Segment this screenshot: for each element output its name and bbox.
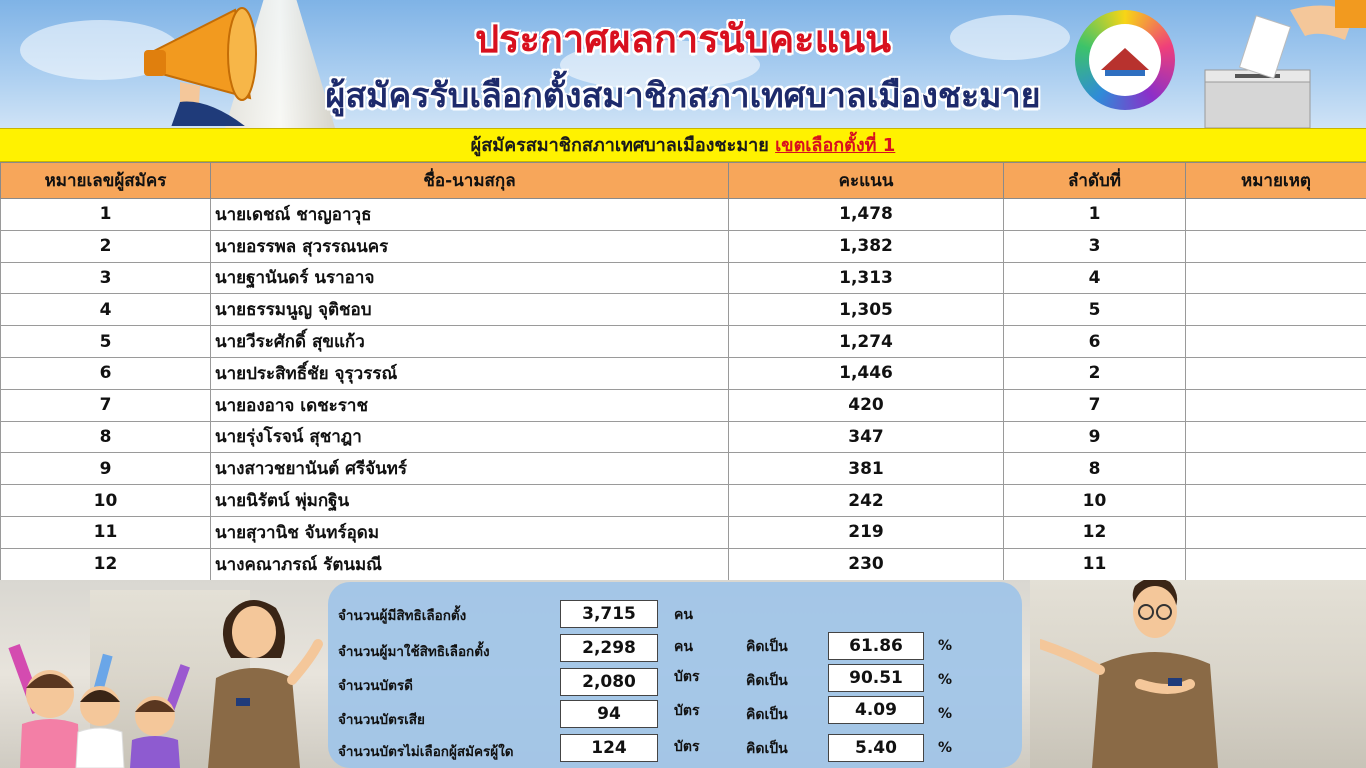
table-row	[1, 516, 1366, 548]
stat-pct-label-good-ballots: คิดเป็น	[746, 673, 788, 689]
page-title: ประกาศผลการนับคะแนน	[474, 17, 892, 61]
caption-prefix: ผู้สมัครสมาชิกสภาเทศบาลเมืองชะมาย	[470, 135, 769, 156]
results-table	[0, 162, 1366, 581]
stat-unit-eligible: คน	[674, 607, 693, 623]
candidate-votes: 381	[729, 453, 1004, 485]
stat-pct-label-bad-ballots: คิดเป็น	[746, 707, 788, 723]
column-header-number: หมายเลขผู้สมัคร	[1, 163, 211, 199]
candidate-number: 1	[1, 199, 211, 231]
candidate-rank: 6	[1004, 326, 1186, 358]
caption-zone: เขตเลือกตั้งที่ 1	[775, 135, 896, 156]
candidate-votes: 242	[729, 485, 1004, 517]
stat-pct-no-vote-ballots: 5.40	[828, 734, 924, 762]
female-official-illustration	[196, 588, 326, 768]
candidate-note	[1186, 262, 1366, 294]
candidate-rank: 9	[1004, 421, 1186, 453]
candidate-number: 9	[1, 453, 211, 485]
ballot-box-icon	[1195, 0, 1366, 128]
candidate-number: 4	[1, 294, 211, 326]
candidate-number: 6	[1, 357, 211, 389]
candidate-note	[1186, 485, 1366, 517]
column-header-rank: ลำดับที่	[1004, 163, 1186, 199]
candidate-rank: 3	[1004, 230, 1186, 262]
candidate-rank: 4	[1004, 262, 1186, 294]
candidate-rank: 12	[1004, 516, 1186, 548]
stat-unit-bad-ballots: บัตร	[674, 703, 700, 719]
table-row	[1, 548, 1366, 580]
candidate-name: นายประสิทธิ์ชัย จุรุวรรณ์	[211, 357, 729, 389]
candidate-votes: 420	[729, 389, 1004, 421]
cheering-kids-illustration	[0, 624, 200, 768]
table-row	[1, 326, 1366, 358]
candidate-note	[1186, 199, 1366, 231]
candidate-note	[1186, 326, 1366, 358]
candidate-name: นายธรรมนูญ จุติชอบ	[211, 294, 729, 326]
header-banner	[0, 0, 1366, 128]
candidate-rank: 7	[1004, 389, 1186, 421]
page-subtitle: ผู้สมัครรับเลือกตั้งสมาชิกสภาเทศบาลเมืองชะมาย	[325, 76, 1041, 116]
candidate-name: นายอรรพล สุวรรณนคร	[211, 230, 729, 262]
stat-pct-turnout: 61.86	[828, 632, 924, 660]
candidate-votes: 1,478	[729, 199, 1004, 231]
candidate-votes: 230	[729, 548, 1004, 580]
stat-pct-label-turnout: คิดเป็น	[746, 639, 788, 655]
candidate-votes: 1,313	[729, 262, 1004, 294]
candidate-name: นางสาวชยานันต์ ศรีจันทร์	[211, 453, 729, 485]
stat-pct-bad-ballots: 4.09	[828, 696, 924, 724]
candidate-name: นายรุ่งโรจน์ สุชาฎา	[211, 421, 729, 453]
stat-label-no-vote-ballots: จำนวนบัตรไม่เลือกผู้สมัครผู้ใด	[338, 744, 514, 760]
table-row	[1, 357, 1366, 389]
candidate-name: นายสุวานิช จันทร์อุดม	[211, 516, 729, 548]
candidate-note	[1186, 389, 1366, 421]
stat-value-no-vote-ballots: 124	[560, 734, 658, 762]
stat-value-bad-ballots: 94	[560, 700, 658, 728]
candidate-rank: 2	[1004, 357, 1186, 389]
candidate-number: 12	[1, 548, 211, 580]
candidate-number: 3	[1, 262, 211, 294]
table-caption	[0, 128, 1366, 162]
candidate-number: 8	[1, 421, 211, 453]
column-header-note: หมายเหตุ	[1186, 163, 1366, 199]
table-row	[1, 453, 1366, 485]
candidate-name: นายฐานันดร์ นราอาจ	[211, 262, 729, 294]
table-row	[1, 485, 1366, 517]
stat-pct-sign-turnout: %	[938, 638, 953, 654]
candidate-rank: 1	[1004, 199, 1186, 231]
candidate-votes: 1,305	[729, 294, 1004, 326]
candidate-votes: 1,274	[729, 326, 1004, 358]
male-official-illustration	[1040, 580, 1240, 768]
stats-panel	[328, 582, 1022, 768]
candidate-number: 7	[1, 389, 211, 421]
stat-label-bad-ballots: จำนวนบัตรเสีย	[338, 712, 425, 728]
candidate-votes: 1,446	[729, 357, 1004, 389]
stat-label-good-ballots: จำนวนบัตรดี	[338, 678, 413, 694]
candidate-number: 2	[1, 230, 211, 262]
candidate-number: 11	[1, 516, 211, 548]
stat-label-turnout: จำนวนผู้มาใช้สิทธิเลือกตั้ง	[338, 644, 490, 660]
candidate-rank: 10	[1004, 485, 1186, 517]
stat-label-eligible: จำนวนผู้มีสิทธิเลือกตั้ง	[338, 608, 467, 624]
candidate-name: นายเดชณ์ ชาญอาวุธ	[211, 199, 729, 231]
candidate-number: 10	[1, 485, 211, 517]
candidate-votes: 219	[729, 516, 1004, 548]
candidate-name: นายองอาจ เดชะราช	[211, 389, 729, 421]
table-row	[1, 262, 1366, 294]
column-header-votes: คะแนน	[729, 163, 1004, 199]
candidate-rank: 11	[1004, 548, 1186, 580]
candidate-note	[1186, 294, 1366, 326]
stat-pct-good-ballots: 90.51	[828, 664, 924, 692]
table-row	[1, 421, 1366, 453]
candidate-note	[1186, 548, 1366, 580]
table-row	[1, 199, 1366, 231]
candidate-number: 5	[1, 326, 211, 358]
candidate-name: นายนิรัตน์ พุ่มกฐิน	[211, 485, 729, 517]
stat-pct-label-no-vote-ballots: คิดเป็น	[746, 741, 788, 757]
candidate-note	[1186, 453, 1366, 485]
bottom-section	[0, 580, 1366, 768]
stat-value-eligible: 3,715	[560, 600, 658, 628]
candidate-note	[1186, 357, 1366, 389]
candidate-rank: 8	[1004, 453, 1186, 485]
candidate-note	[1186, 516, 1366, 548]
column-header-name: ชื่อ-นามสกุล	[211, 163, 729, 199]
table-row	[1, 389, 1366, 421]
candidate-note	[1186, 230, 1366, 262]
table-row	[1, 294, 1366, 326]
stat-pct-sign-good-ballots: %	[938, 672, 953, 688]
candidate-rank: 5	[1004, 294, 1186, 326]
table-row	[1, 230, 1366, 262]
candidate-votes: 1,382	[729, 230, 1004, 262]
candidate-name: นายวีระศักดิ์ สุขแก้ว	[211, 326, 729, 358]
table-header-row	[1, 163, 1366, 199]
stat-unit-turnout: คน	[674, 639, 693, 655]
stat-value-good-ballots: 2,080	[560, 668, 658, 696]
stat-unit-good-ballots: บัตร	[674, 669, 700, 685]
candidate-note	[1186, 421, 1366, 453]
candidate-votes: 347	[729, 421, 1004, 453]
municipality-logo	[1075, 10, 1175, 110]
logo-emblem-icon	[1095, 40, 1155, 80]
stat-unit-no-vote-ballots: บัตร	[674, 739, 700, 755]
stat-pct-sign-bad-ballots: %	[938, 706, 953, 722]
stat-value-turnout: 2,298	[560, 634, 658, 662]
stat-pct-sign-no-vote-ballots: %	[938, 740, 953, 756]
candidate-name: นางคณาภรณ์ รัตนมณี	[211, 548, 729, 580]
